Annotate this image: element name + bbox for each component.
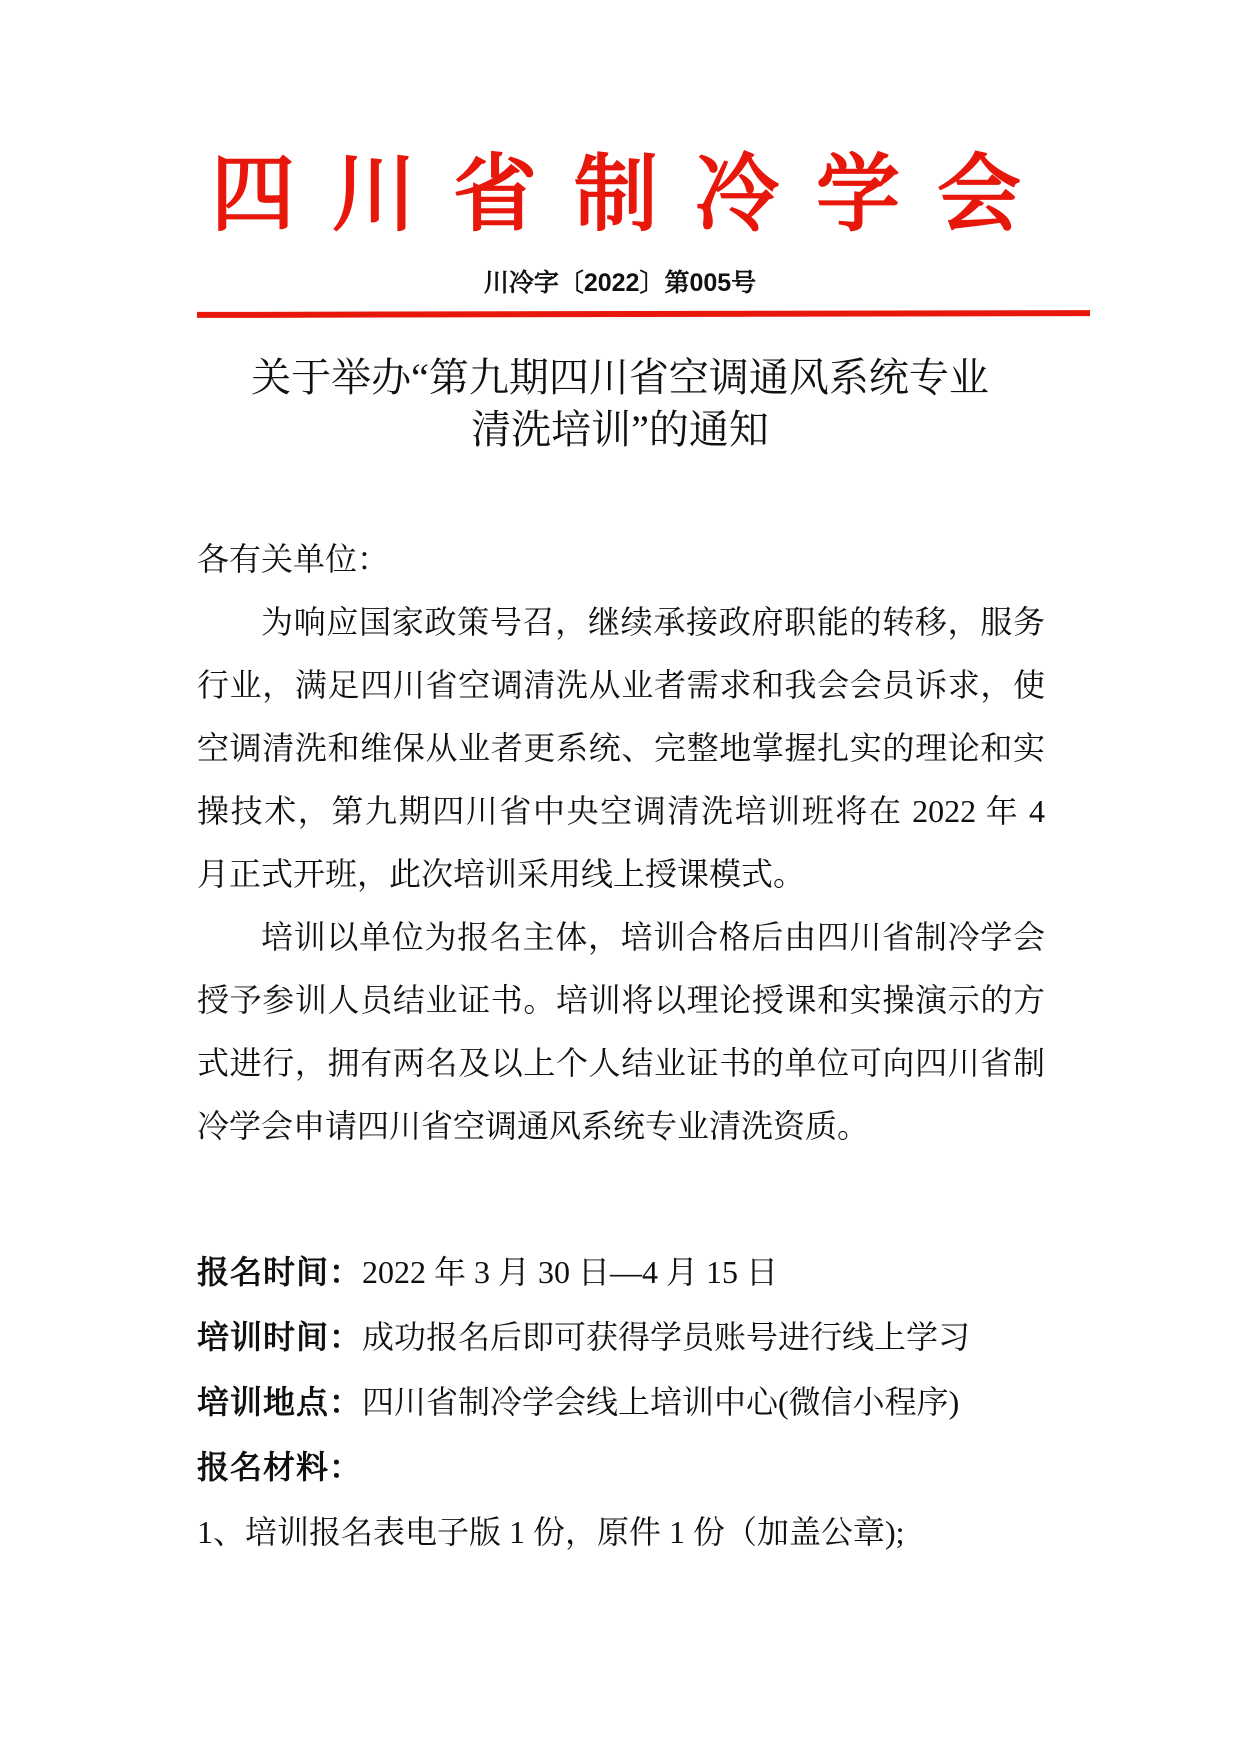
info-label-materials: 报名材料：: [197, 1449, 363, 1485]
info-label-training-time: 培训时间：: [197, 1319, 363, 1355]
info-value-signup-time: 2022 年 3 月 30 日—4 月 15 日: [362, 1254, 779, 1290]
body-line: 授予参训人员结业证书。培训将以理论授课和实操演示的方: [197, 982, 1045, 1018]
body-line: 冷学会申请四川省空调通风系统专业清洗资质。: [197, 1108, 870, 1144]
document-number: 川冷字〔2022〕第005号: [483, 269, 757, 297]
body-line: 为响应国家政策号召，继续承接政府职能的转移，服务: [261, 604, 1045, 640]
body-line: 操技术，第九期四川省中央空调清洗培训班将在 2022 年 4: [197, 793, 1045, 829]
body-line: 行业，满足四川省空调清洗从业者需求和我会会员诉求，使: [197, 667, 1045, 703]
body-line: 月正式开班，此次培训采用线上授课模式。: [197, 856, 806, 892]
info-line-signup-time: [197, 1240, 1077, 1305]
info-value-training-time: 成功报名后即可获得学员账号进行线上学习: [362, 1319, 971, 1355]
notice-title-line1: 关于举办“第九期四川省空调通风系统专业: [251, 355, 989, 400]
info-label-training-location: 培训地点：: [197, 1384, 363, 1420]
salutation: 各有关单位：: [197, 541, 390, 577]
society-letterhead-title: 四 川 省 制 冷 学 会: [210, 149, 1029, 242]
body-line: 式进行，拥有两名及以上个人结业证书的单位可向四川省制: [197, 1045, 1045, 1081]
notice-title: [120, 352, 1120, 456]
registration-info: [197, 1240, 1077, 1565]
body-line: 空调清洗和维保从业者更系统、完整地掌握扎实的理论和实: [197, 730, 1045, 766]
info-line-materials: [197, 1435, 1077, 1500]
body-line: 培训以单位为报名主体，培训合格后由四川省制冷学会: [261, 919, 1045, 955]
info-label-signup-time: 报名时间：: [197, 1254, 363, 1290]
info-line-training-location: [197, 1370, 1077, 1435]
info-line-training-time: [197, 1305, 1077, 1370]
materials-list-item-1: 1、培训报名表电子版 1 份，原件 1 份（加盖公章);: [197, 1514, 905, 1550]
info-value-training-location: 四川省制冷学会线上培训中心(微信小程序): [362, 1384, 960, 1420]
notice-body: [197, 528, 1045, 1158]
red-divider-line: [197, 310, 1090, 318]
notice-title-line2: 清洗培训”的通知: [471, 407, 769, 452]
